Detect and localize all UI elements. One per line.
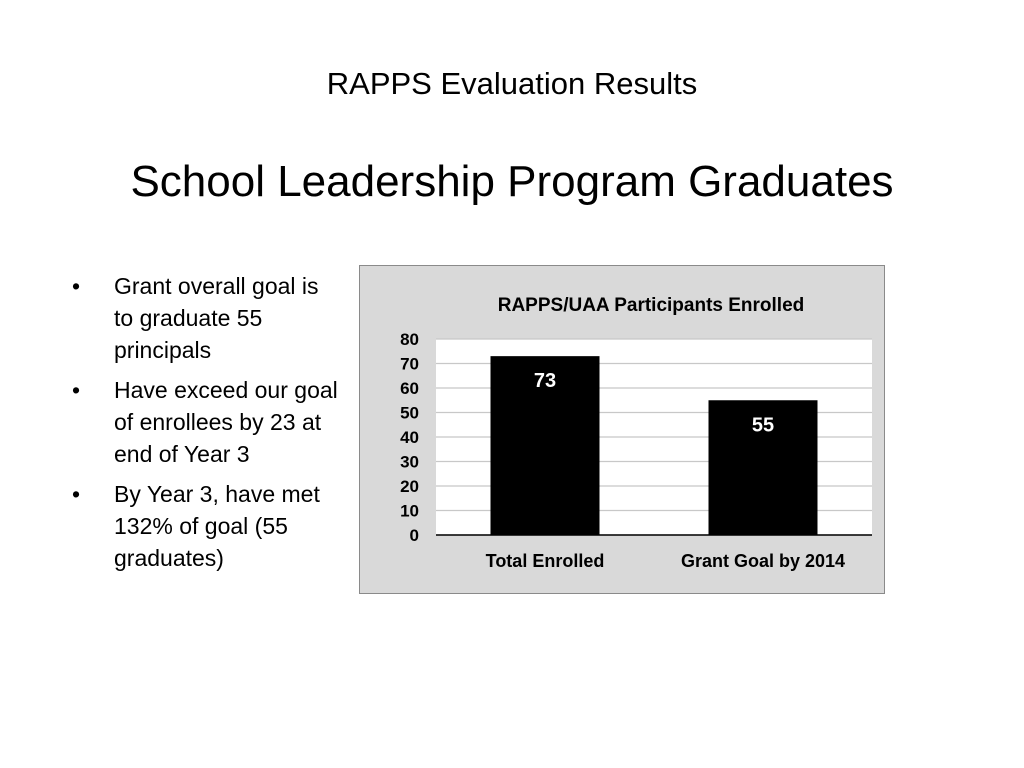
bullet-item [72, 374, 340, 470]
y-tick-label: 60 [400, 379, 419, 398]
bullet-text: By Year 3, have met 132% of goal (55 graduates) [114, 481, 320, 571]
chart-title: RAPPS/UAA Participants Enrolled [497, 295, 805, 316]
slide-title: RAPPS Evaluation Results [326, 66, 698, 101]
bullet-marker: • [72, 273, 81, 299]
y-tick-label: 0 [409, 526, 419, 545]
y-tick-label: 70 [400, 354, 419, 374]
x-category-label: Total Enrolled [485, 551, 605, 571]
y-tick-label: 10 [400, 501, 419, 521]
bullet-text: Have exceed our goal of enrollees by 23 at end of Year 3 [114, 377, 338, 467]
slide-subtitle: School Leadership Program Graduates [130, 157, 894, 206]
x-category-label: Grant Goal by 2014 [680, 551, 846, 571]
y-tick-label: 80 [400, 330, 419, 349]
enrollment-bar-chart [360, 266, 884, 593]
chart-frame [359, 265, 885, 594]
y-tick-label: 30 [400, 452, 419, 472]
bullet-marker: • [72, 377, 81, 403]
bullet-marker: • [72, 481, 81, 507]
bullet-text: Grant overall goal is to graduate 55 principals [114, 273, 319, 363]
bar-data-label: 73 [533, 370, 557, 393]
y-tick-label: 40 [400, 428, 419, 447]
y-tick-label: 50 [400, 403, 419, 423]
y-tick-label: 20 [400, 477, 419, 496]
bullet-list [72, 270, 340, 582]
bar-data-label: 55 [751, 414, 775, 437]
bullet-item [72, 478, 340, 574]
bullet-item [72, 270, 340, 366]
